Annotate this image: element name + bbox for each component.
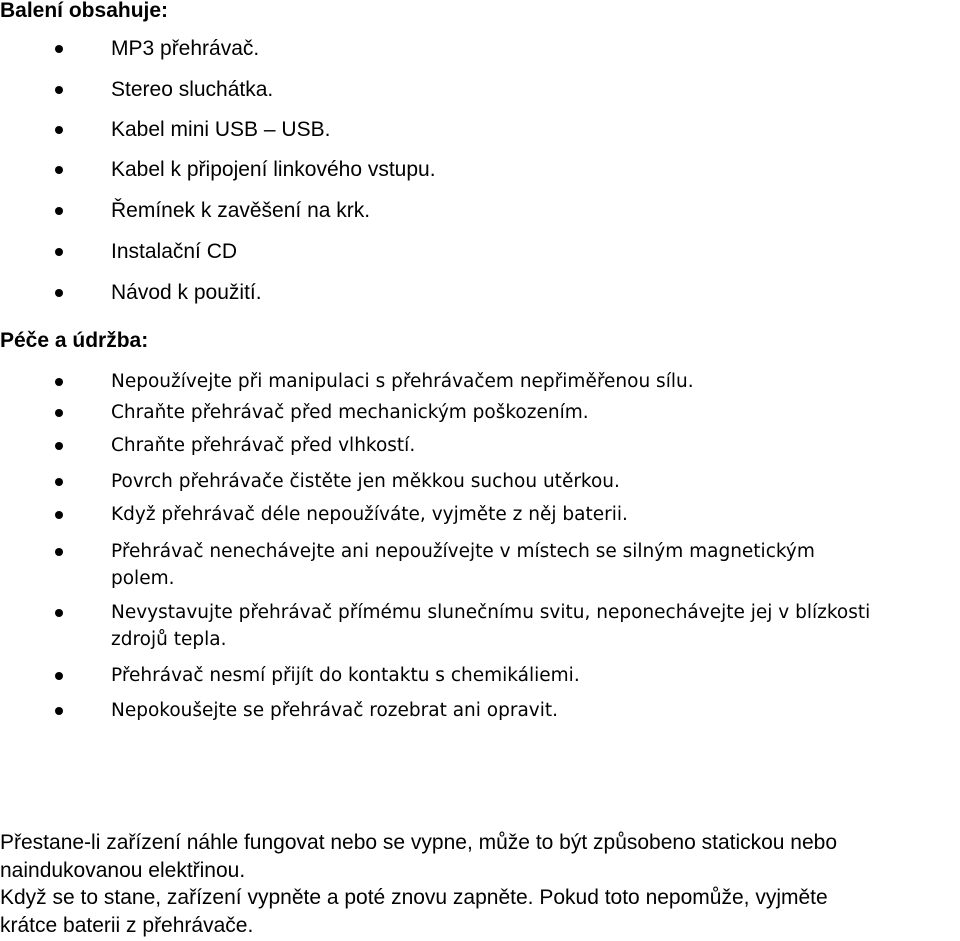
list-item-text: MP3 přehrávač.: [111, 37, 260, 60]
care-heading: Péče a údržba:: [0, 329, 149, 352]
restart-note: [0, 884, 960, 940]
bullet-icon: [55, 409, 63, 417]
list-item-text: Přehrávač nenechávejte ani nepoužívejte v místech se silným magnetickým: [111, 541, 815, 562]
bullet-icon: [55, 166, 63, 174]
list-item-text: Kabel mini USB – USB.: [111, 118, 331, 141]
bullet-icon: [55, 478, 63, 486]
note-line: krátce baterii z přehrávače.: [0, 914, 254, 937]
list-item-text: Stereo sluchátka.: [111, 78, 274, 101]
list-item-text: Nepokoušejte se přehrávač rozebrat ani opravit.: [111, 700, 559, 721]
list-item-text-continued: polem.: [111, 568, 175, 589]
list-item-text: Nepoužívejte při manipulaci s přehrávačem nepřiměřenou sílu.: [111, 371, 694, 392]
contents-heading: Balení obsahuje:: [0, 0, 169, 22]
list-item-text-continued: zdrojů tepla.: [111, 629, 227, 650]
note-line: Přestane-li zařízení náhle fungovat nebo se vypne, může to být způsobeno statickou nebo: [0, 831, 838, 854]
bullet-icon: [55, 248, 63, 256]
list-item-text: Povrch přehrávače čistěte jen měkkou suchou utěrkou.: [111, 471, 620, 492]
list-item-text: Řemínek k zavěšení na krk.: [111, 199, 371, 222]
bullet-icon: [55, 86, 63, 94]
bullet-icon: [55, 207, 63, 215]
note-line: naindukovanou elektřinou.: [0, 859, 246, 882]
bullet-icon: [55, 511, 63, 519]
static-electricity-note: [0, 829, 960, 885]
note-line: Když se to stane, zařízení vypněte a poté znovu zapněte. Pokud toto nepomůže, vyjměte: [0, 886, 828, 909]
list-item-text: Instalační CD: [111, 240, 238, 263]
list-item-text: Když přehrávač déle nepoužíváte, vyjměte z něj baterii.: [111, 504, 628, 525]
list-item-text: Kabel k připojení linkového vstupu.: [111, 158, 436, 181]
bullet-icon: [55, 548, 63, 556]
list-item-text: Chraňte přehrávač před mechanickým poškozením.: [111, 402, 589, 423]
bullet-icon: [55, 289, 63, 297]
bullet-icon: [55, 45, 63, 53]
bullet-icon: [55, 126, 63, 134]
bullet-icon: [55, 672, 63, 680]
list-item-text: Chraňte přehrávač před vlhkostí.: [111, 435, 416, 456]
bullet-icon: [55, 378, 63, 386]
bullet-icon: [55, 707, 63, 715]
list-item-text: Návod k použití.: [111, 281, 262, 304]
list-item-text: Přehrávač nesmí přijít do kontaktu s chemikáliemi.: [111, 665, 580, 686]
bullet-icon: [55, 609, 63, 617]
list-item-text: Nevystavujte přehrávač přímému slunečnímu svitu, neponechávejte jej v blízkosti: [111, 602, 871, 623]
bullet-icon: [55, 442, 63, 450]
